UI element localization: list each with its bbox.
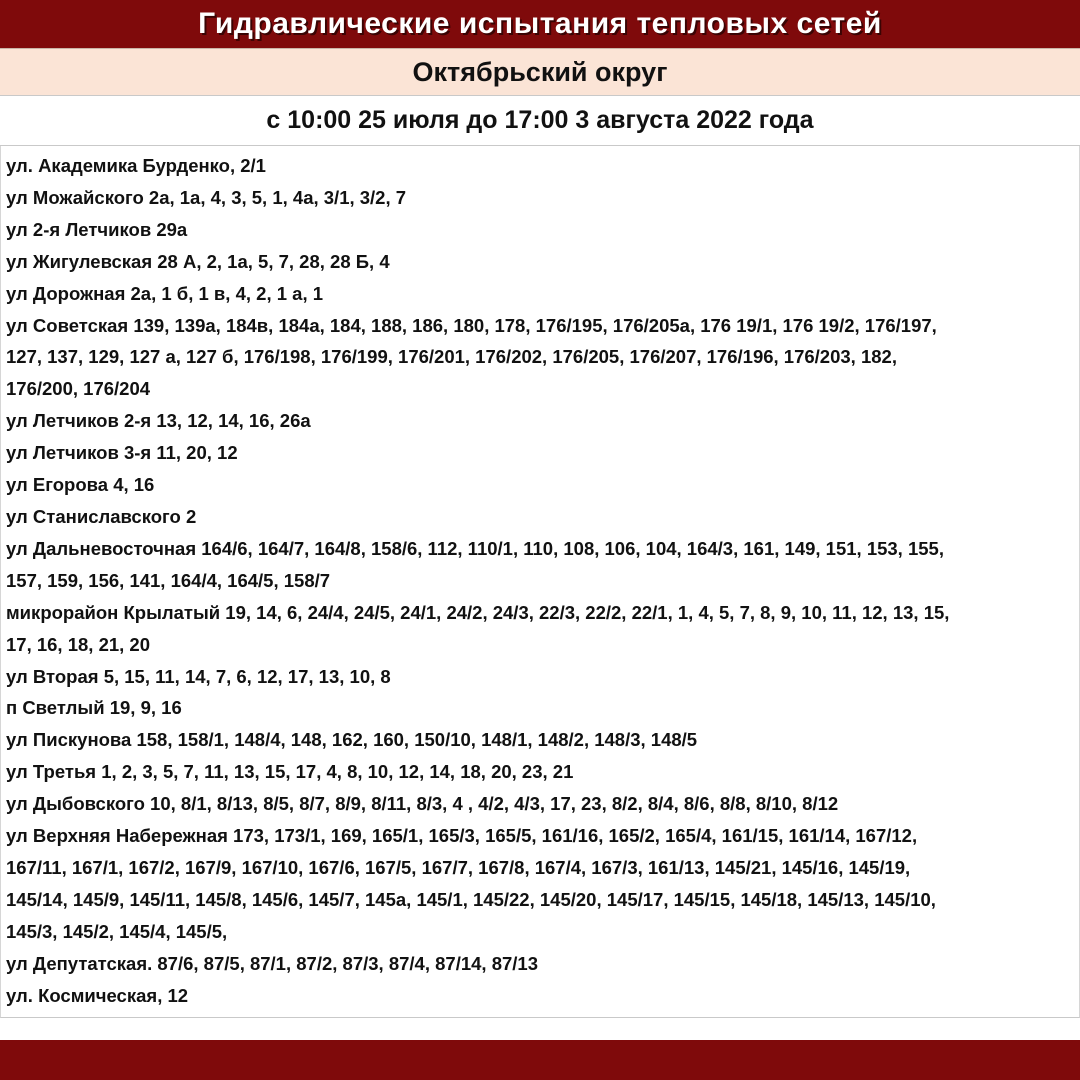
address-row: ул 2-я Летчиков 29а (6, 218, 188, 240)
address-row: ул Жигулевская 28 А, 2, 1а, 5, 7, 28, 28 Б, 4 (6, 250, 390, 272)
address-row: ул Вторая 5, 15, 11, 14, 7, 6, 12, 17, 13, 10, 8 (6, 665, 391, 687)
address-row: ул Пискунова 158, 158/1, 148/4, 148, 162, 160, 150/10, 148/1, 148/2, 148/3, 148/5 (6, 729, 698, 751)
address-row: ул Летчиков 2-я 13, 12, 14, 16, 26а (6, 410, 311, 432)
district-header (0, 48, 1080, 96)
address-row: микрорайон Крылатый 19, 14, 6, 24/4, 24/5, 24/1, 24/2, 24/3, 22/3, 22/2, 22/1, 1, 4, 5, 7, 8, 9, 10, 11, 12, 13, 15, 17, 16, 18, 21, 20 (6, 601, 950, 655)
address-row: ул Советская 139, 139а, 184в, 184а, 184, 188, 186, 180, 178, 176/195, 176/205а, 176 19/1, 176 19/2, 176/197, 127, 137, 129, 127 а, 127 б, 176/198, 176/199, 176/201, 176/202, 176/205, 176/207, 176/196, 176/203, 182, 176/200, 176/204 (6, 314, 937, 400)
address-row: ул Дорожная 2а, 1 б, 1 в, 4, 2, 1 а, 1 (6, 282, 324, 304)
address-row: ул Станиславского 2 (6, 505, 197, 527)
address-row: ул Можайского 2а, 1а, 4, 3, 5, 1, 4а, 3/1, 3/2, 7 (6, 186, 407, 208)
address-row: ул Летчиков 3-я 11, 20, 12 (6, 442, 238, 464)
address-row: ул Егорова 4, 16 (6, 474, 155, 496)
address-row: ул Верхняя Набережная 173, 173/1, 169, 165/1, 165/3, 165/5, 161/16, 165/2, 165/4, 161/15, 161/14, 167/12, 167/11, 167/1, 167/2, 167/9, 167/10, 167/6, 167/5, 167/7, 167/8, 167/4, 167/3, 161/13, 145/21, 145/16, 145/19, 145/14, 145/9, 145/11, 145/8, 145/6, 145/7, 145а, 145/1, 145/22, 145/20, 145/17, 145/15, 145/18, 145/13, 145/10, 145/3, 145/2, 145/4, 145/5, (6, 825, 936, 942)
address-row: ул Третья 1, 2, 3, 5, 7, 11, 13, 15, 17, 4, 8, 10, 12, 14, 18, 20, 23, 21 (6, 761, 574, 783)
address-list (0, 146, 1080, 1018)
period-text: с 10:00 25 июля до 17:00 3 августа 2022 года (266, 106, 814, 134)
page-title: Гидравлические испытания тепловых сетей (198, 7, 882, 40)
address-row: ул. Академика Бурденко, 2/1 (6, 155, 266, 176)
footer-banner (0, 1040, 1080, 1080)
address-row: ул Дыбовского 10, 8/1, 8/13, 8/5, 8/7, 8/9, 8/11, 8/3, 4 , 4/2, 4/3, 17, 23, 8/2, 8/4, 8/6, 8/8, 8/10, 8/12 (6, 793, 839, 815)
address-row: ул Дальневосточная 164/6, 164/7, 164/8, 158/6, 112, 110/1, 110, 108, 106, 104, 164/3, 161, 149, 151, 153, 155, 157, 159, 156, 141, 164/4, 164/5, 158/7 (6, 537, 944, 591)
period-header (0, 96, 1080, 146)
address-row: п Светлый 19, 9, 16 (6, 697, 182, 719)
title-banner (0, 0, 1080, 48)
district-name: Октябрьский округ (412, 56, 668, 87)
address-row: ул. Космическая, 12 (6, 984, 189, 1006)
address-row: ул Депутатская. 87/6, 87/5, 87/1, 87/2, 87/3, 87/4, 87/14, 87/13 (6, 952, 538, 974)
